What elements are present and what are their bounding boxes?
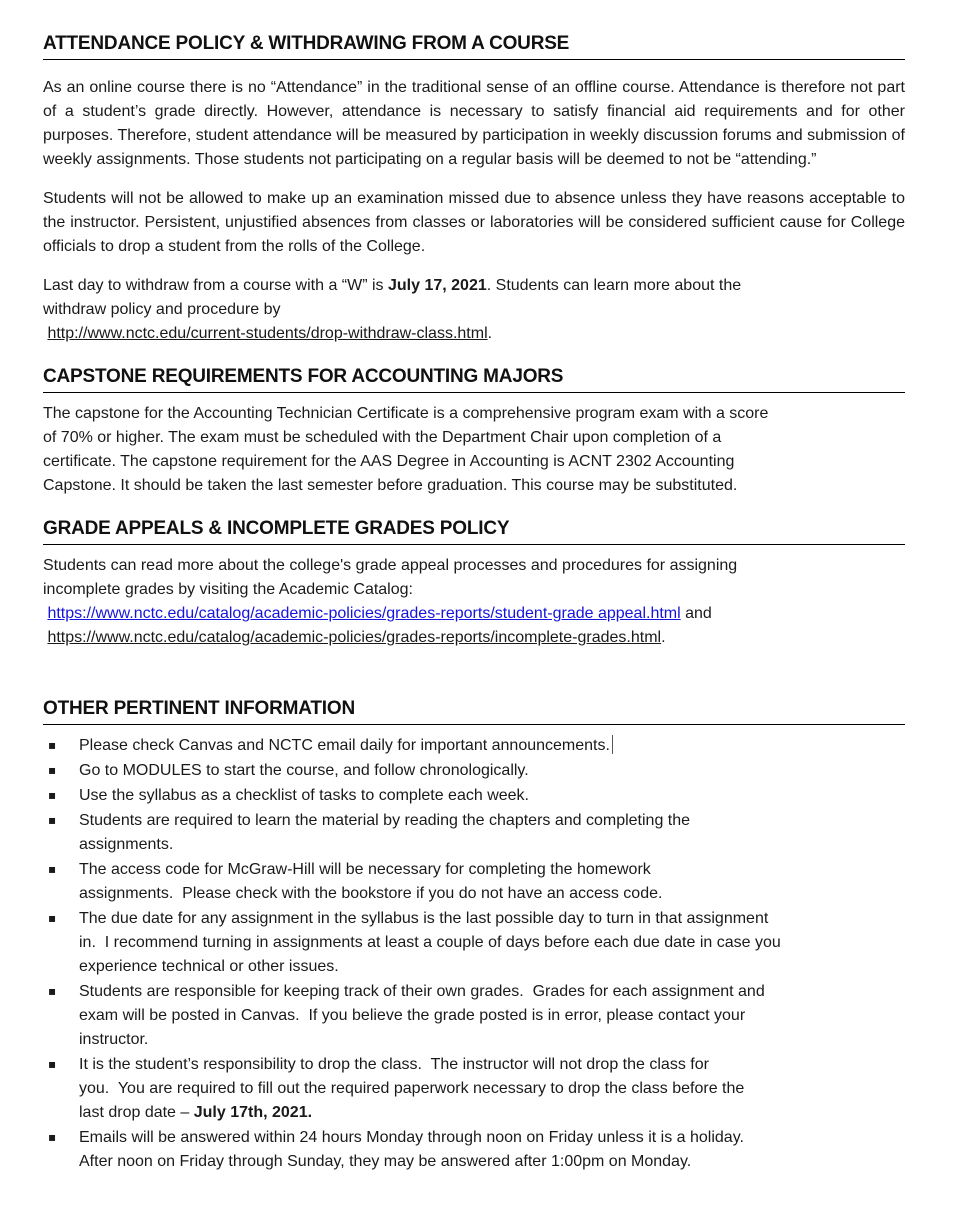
grade-appeals-text-mid: and — [685, 605, 712, 622]
section-capstone-requirements — [43, 366, 905, 498]
bullet-square-icon: ▪ — [48, 862, 57, 876]
bullet-square-icon: ▪ — [48, 911, 57, 925]
bullet-square-icon: ▪ — [48, 1057, 57, 1071]
bullet-square-icon: ▪ — [48, 738, 57, 752]
bullet-text: The due date for any assignment in the syllabus is the last possible day to turn in that assignment in. I recommend turning in assignments at least a couple of days before each due date in case you experience technical or other issues. — [79, 910, 781, 975]
bullet-text: The access code for McGraw-Hill will be necessary for completing the homework assignments. Please check with the bookstore if you do not have an access code. — [79, 861, 663, 902]
bullet-square-icon: ▪ — [48, 788, 57, 802]
list-item — [43, 980, 905, 1052]
section-other-pertinent-information — [43, 698, 905, 1174]
bullet-square-icon: ▪ — [48, 984, 57, 998]
other-info-bullet-list — [43, 734, 905, 1174]
attendance-section-heading: ATTENDANCE POLICY & WITHDRAWING FROM A COURSE — [43, 33, 905, 60]
list-item — [43, 1126, 905, 1174]
text-cursor — [612, 735, 614, 754]
list-item — [43, 734, 905, 758]
grade-appeals-text-post: . — [661, 629, 666, 646]
bullet-text: Go to MODULES to start the course, and follow chronologically. — [79, 762, 529, 779]
bullet-text: Students are responsible for keeping track of their own grades. Grades for each assignment and exam will be posted in Canvas. If you believe the grade posted is in error, please contact your instructor. — [79, 983, 765, 1048]
capstone-paragraph: The capstone for the Accounting Technician Certificate is a comprehensive program exam with a score of 70% or higher. The exam must be scheduled with the Department Chair upon completion of a certificate. The capstone requirement for the AAS Degree in Accounting is ACNT 2302 Accounting Capstone. It should be taken the last semester before graduation. This course may be substituted. — [43, 405, 769, 494]
capstone-section-heading: CAPSTONE REQUIREMENTS FOR ACCOUNTING MAJORS — [43, 366, 905, 393]
withdraw-deadline-date: July 17, 2021 — [388, 277, 487, 294]
grade-appeals-section-heading: GRADE APPEALS & INCOMPLETE GRADES POLICY — [43, 518, 905, 545]
incomplete-grades-link[interactable]: https://www.nctc.edu/catalog/academic-policies/grades-reports/incomplete-grades.html — [47, 629, 662, 646]
bullet-text: Please check Canvas and NCTC email daily for important announcements. — [79, 737, 610, 754]
bullet-square-icon: ▪ — [48, 813, 57, 827]
list-item — [43, 759, 905, 783]
section-grade-appeals — [43, 518, 905, 650]
bullet-text: Emails will be answered within 24 hours Monday through noon on Friday unless it is a holiday. After noon on Friday through Sunday, they may be answered after 1:00pm on Monday. — [79, 1129, 744, 1170]
attendance-paragraph-2: Students will not be allowed to make up an examination missed due to absence unless they have reasons acceptable to the instructor. Persistent, unjustified absences from classes or laboratories will be considered sufficient cause for College officials to drop a student from the rolls of the College. — [43, 190, 905, 255]
list-item — [43, 784, 905, 808]
drop-withdraw-link[interactable]: http://www.nctc.edu/current-students/drop-withdraw-class.html — [47, 325, 488, 342]
other-info-section-heading: OTHER PERTINENT INFORMATION — [43, 698, 905, 725]
attendance-paragraph-1: As an online course there is no “Attendance” in the traditional sense of an offline course. Attendance is therefore not part of a student’s grade directly. However, attendance is necessary to satisfy financial aid requirements and for other purposes. Therefore, student attendance will be measured by participation in weekly discussion forums and submission of weekly assignments. Those students not participating on a regular basis will be deemed to not be “attending.” — [43, 79, 905, 168]
list-item — [43, 1053, 905, 1125]
list-item — [43, 858, 905, 906]
withdraw-text-post: . — [487, 325, 493, 342]
bullet-text: Use the syllabus as a checklist of tasks to complete each week. — [79, 787, 529, 804]
withdraw-paragraph — [43, 274, 905, 346]
drop-date-bold: July 17th, 2021. — [193, 1104, 313, 1121]
withdraw-text-pre: Last day to withdraw from a course with a “W” is — [43, 277, 388, 294]
section-attendance-policy — [43, 33, 905, 346]
bullet-text: Students are required to learn the material by reading the chapters and completing the assignments. — [79, 812, 691, 853]
bullet-text: It is the student’s responsibility to drop the class. The instructor will not drop the class for you. You are required to fill out the required paperwork necessary to drop the class before the last drop date – — [79, 1056, 745, 1121]
student-grade-appeal-link[interactable]: https://www.nctc.edu/catalog/academic-policies/grades-reports/student-grade appeal.html — [47, 605, 681, 622]
list-item — [43, 907, 905, 979]
withdraw-text-mid: . Students can learn more about the withdraw policy and procedure by — [43, 277, 742, 318]
bullet-square-icon: ▪ — [48, 763, 57, 777]
bullet-square-icon: ▪ — [48, 1130, 57, 1144]
list-item — [43, 809, 905, 857]
grade-appeals-text-pre: Students can read more about the college's grade appeal processes and procedures for assigning incomplete grades by visiting the Academic Catalog: — [43, 557, 738, 598]
grade-appeals-paragraph — [43, 554, 905, 650]
